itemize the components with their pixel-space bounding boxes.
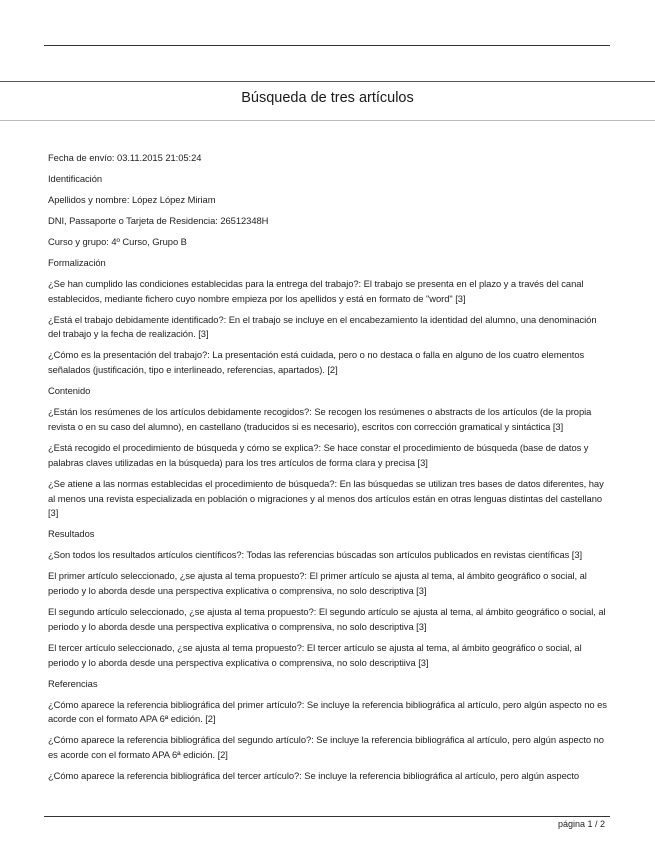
criterion-item: ¿Cómo aparece la referencia bibliográfica del tercer artículo?: Se incluye la referencia bibliográfica al artículo, pero algún aspecto bbox=[48, 770, 580, 782]
section-heading-identificacion: Identificación bbox=[48, 172, 103, 184]
criterion-item: ¿Cómo aparece la referencia bibliográfica del primer artículo?: Se incluye la referencia bibliográfica al artículo, pero algún aspecto no es acorde con el formato APA 6ª edición. [2] bbox=[48, 698, 607, 725]
criterion-item: ¿Se han cumplido las condiciones establecidas para la entrega del trabajo?: El trabajo se presenta en el plazo y a través del canal establecidos, mediante fichero cuyo nombre empieza por los apellidos y está en formato de "word" [3] bbox=[48, 277, 584, 304]
criterion-item: ¿Se atiene a las normas establecidas el procedimiento de búsqueda?: En las búsquedas se utilizan tres bases de datos diferentes, hay al menos una revista especializada en población o migraciones y al menos dos artículos están en otras lenguas distintas del castellano [3] bbox=[48, 477, 604, 519]
criterion-item: ¿Están los resúmenes de los artículos debidamente recogidos?: Se recogen los resúmenes o abstracts de los artículos (de la propia revista o en su caso del alumno), en castellano (traducidos si es necesario), escritos con corrección gramatical y sintáctica [3] bbox=[48, 406, 592, 433]
criterion-item: ¿Está el trabajo debidamente identificado?: En el trabajo se incluye en el encabezamiento la identidad del alumno, una denominación del trabajo y la fecha de realización. [3] bbox=[48, 313, 597, 340]
criterion-item: ¿Son todos los resultados artículos científicos?: Todas las referencias búscadas son artículos publicados en revistas científicas [3] bbox=[48, 549, 583, 561]
footer-rule bbox=[44, 816, 610, 817]
section-heading-resultados: Resultados bbox=[48, 528, 95, 540]
criterion-item: El tercer artículo seleccionado, ¿se ajusta al tema propuesto?: El tercer artículo se ajusta al tema, al ámbito geográfico o social, al periodo y lo aborda desde una perspectiva explicativa o comprensiva, no solo descriptiiva [3] bbox=[48, 641, 582, 668]
submission-date: Fecha de envío: 03.11.2015 21:05:24 bbox=[48, 152, 202, 163]
section-heading-formalizacion: Formalización bbox=[48, 256, 106, 268]
course-group: Curso y grupo: 4º Curso, Grupo B bbox=[48, 235, 187, 247]
criterion-item: ¿Cómo aparece la referencia bibliográfica del segundo artículo?: Se incluye la referencia bibliográfica al artículo, pero algún aspecto no es acorde con el formato APA 6ª edición. [2] bbox=[48, 734, 604, 761]
criterion-item: ¿Cómo es la presentación del trabajo?: La presentación está cuidada, pero o no destaca o falla en alguno de los cuatro elementos señalados (justificación, tipo e interlineado, referencias, apartados). [2] bbox=[48, 349, 585, 376]
criterion-item: El segundo artículo seleccionado, ¿se ajusta al tema propuesto?: El segundo artículo se ajusta al tema, al ámbito geográfico o social, al periodo y lo aborda desde una perspectiva explicativa o comprensiva, no solo descriptiva [3] bbox=[48, 606, 606, 632]
page-number: página 1 / 2 bbox=[557, 819, 605, 829]
student-name: Apellidos y nombre: López López Miriam bbox=[48, 193, 216, 205]
student-id: DNI, Passaporte o Tarjeta de Residencia: 26512348H bbox=[48, 214, 269, 226]
document-body bbox=[48, 151, 610, 790]
title-bottom-rule bbox=[0, 120, 655, 121]
section-heading-contenido: Contenido bbox=[48, 385, 91, 397]
criterion-item: El primer artículo seleccionado, ¿se ajusta al tema propuesto?: El primer artículo se ajusta al tema, al ámbito geográfico o social, al periodo y lo aborda desde una perspectiva explicativa o comprensiva, no solo descriptiva [3] bbox=[48, 570, 587, 597]
section-heading-referencias: Referencias bbox=[48, 677, 98, 689]
title-top-rule bbox=[0, 81, 655, 82]
header-rule bbox=[44, 45, 610, 46]
criterion-item: ¿Está recogido el procedimiento de búsqueda y cómo se explica?: Se hace constar el procedimiento de búsqueda (base de datos y palabras claves utilizadas en la búsqueda) para los tres artículos de forma clara y precisa [3] bbox=[48, 442, 589, 468]
document-title: Búsqueda de tres artículos bbox=[241, 90, 414, 106]
